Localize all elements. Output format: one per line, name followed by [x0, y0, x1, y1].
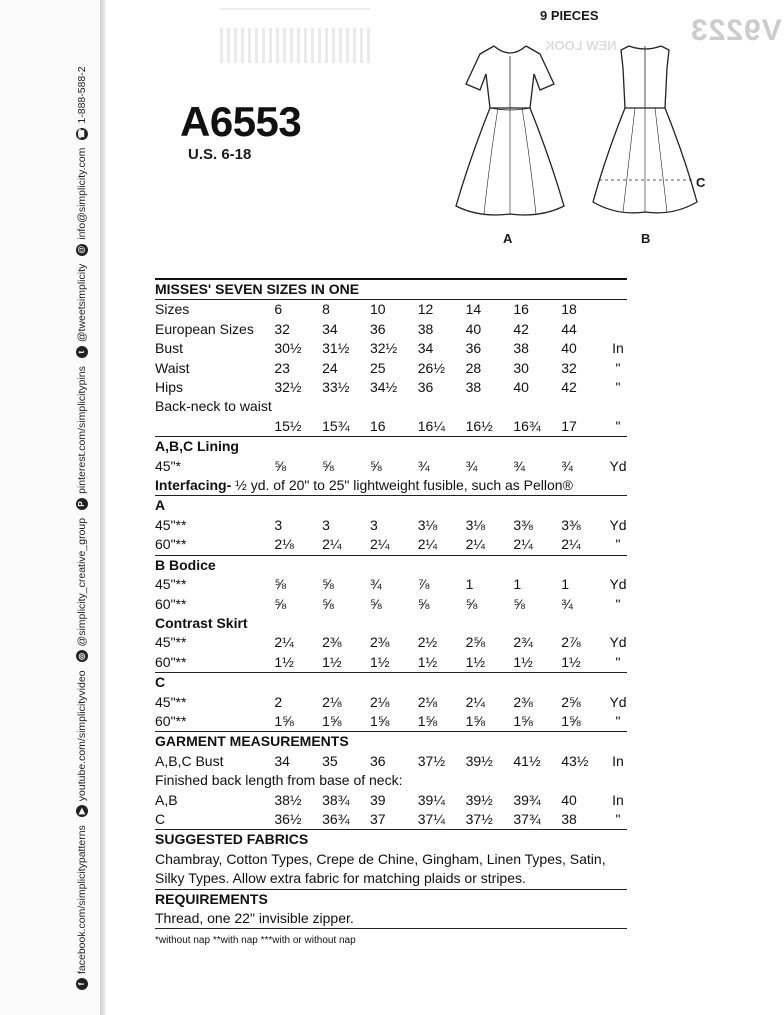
interfacing-row: Interfacing- ½ yd. of 20" to 25" lightweight fusible, such as Pellon® — [155, 477, 573, 494]
suggested-fabrics-title-row: SUGGESTED FABRICS — [155, 830, 627, 850]
pinterest-icon: P — [76, 498, 88, 510]
reversed-bleedthrough-brand: NEW LOOK — [545, 38, 617, 53]
view-a-45-row: 45"** 3 3 3 3⅛ 3⅛ 3⅜ 3⅜ Yd — [155, 516, 627, 533]
pattern-number: A6553 — [180, 98, 302, 145]
requirements-text-row: Thread, one 22" invisible zipper. — [155, 910, 354, 926]
suggested-fabrics-line1: Chambray, Cotton Types, Crepe de Chine, Gingham, Linen Types, Satin, — [155, 850, 606, 867]
suggested-fabrics-line2: Silky Types. Allow extra fabric for matching plaids or stripes. — [155, 870, 526, 887]
b-bodice-45-row: 45"** ⅝ ⅝ ¾ ⅞ 1 1 1 Yd — [155, 576, 627, 593]
finished-length-ab-row: A,B 38½ 38¾ 39 39¼ 39½ 39¾ 40 In — [155, 791, 624, 808]
phone-icon: ☎ — [77, 128, 86, 139]
contrast-skirt-45-row: 45"** 2¼ 2⅜ 2⅜ 2½ 2⅝ 2¾ 2⅞ Yd — [155, 634, 627, 651]
yardage-chart — [155, 278, 627, 949]
finished-length-c-row: C 36½ 36¾ 37 37¼ 37½ 37¾ 38 " — [155, 810, 621, 827]
view-c-title-row: C — [155, 673, 627, 693]
email-icon: @ — [76, 244, 88, 256]
contrast-skirt-60-row: 60"** 1½ 1½ 1½ 1½ 1½ 1½ 1½ " — [155, 653, 621, 670]
social-youtube[interactable]: ▶ youtube.com/simplicityvideo — [76, 670, 88, 817]
twitter-icon: t — [76, 346, 88, 358]
social-instagram[interactable]: ◎ @simplicity_creative_group — [76, 518, 88, 663]
view-c-label: C — [696, 175, 706, 190]
garment-bust-row: A,B,C Bust 34 35 36 37½ 39½ 41½ 43½ In — [155, 752, 624, 769]
social-facebook[interactable]: f facebook.com/simplicitypatterns — [76, 825, 88, 990]
lining-row: 45"* ⅝ ⅝ ⅝ ¾ ¾ ¾ ¾ Yd — [155, 457, 627, 474]
pieces-count: 9 PIECES — [540, 8, 599, 23]
faded-bleedthrough-logo — [220, 8, 370, 65]
social-pinterest[interactable]: P pinterest.com/simplicitypins — [76, 366, 88, 510]
waist-row: Waist 23 24 25 26½ 28 30 32 " — [155, 359, 621, 376]
bust-row: Bust 30½ 31½ 32½ 34 36 38 40 In — [155, 340, 624, 357]
view-a-label: A — [503, 231, 513, 246]
dress-sketch-view-a — [450, 38, 570, 223]
backneck-label-row: Back-neck to waist — [155, 398, 272, 415]
dress-sketch-view-b — [585, 38, 715, 223]
european-sizes-row: European Sizes 32 34 36 38 40 42 44 — [155, 320, 577, 337]
social-phone[interactable]: ☎ 1-888-588-2 — [76, 66, 88, 139]
facebook-icon: f — [76, 978, 88, 990]
chart-title-row: MISSES' SEVEN SIZES IN ONE — [155, 279, 627, 300]
b-bodice-title-row: B Bodice — [155, 555, 627, 575]
backneck-row: 15½ 15¾ 16 16¼ 16½ 16¾ 17 " — [274, 417, 621, 434]
view-b-label: B — [641, 231, 651, 246]
instagram-icon: ◎ — [76, 650, 88, 662]
youtube-icon: ▶ — [76, 805, 88, 817]
finished-length-label-row: Finished back length from base of neck: — [155, 772, 403, 789]
b-bodice-60-row: 60"** ⅝ ⅝ ⅝ ⅝ ⅝ ⅝ ¾ " — [155, 595, 621, 612]
footnote-row: *without nap **with nap ***with or without nap — [155, 929, 627, 950]
view-a-title-row: A — [155, 496, 627, 516]
garment-measurements-title-row: GARMENT MEASUREMENTS — [155, 732, 627, 752]
page-edge — [100, 0, 106, 1015]
hips-row: Hips 32½ 33½ 34½ 36 38 40 42 " — [155, 379, 621, 396]
lining-title-row: A,B,C Lining — [155, 437, 627, 457]
social-twitter[interactable]: t @tweetsimplicity — [76, 264, 88, 358]
sizes-row: Sizes 6 8 10 12 14 16 18 — [155, 300, 627, 320]
reversed-bleedthrough-number: V9223 — [690, 14, 782, 47]
view-a-60-row: 60"** 2⅛ 2¼ 2¼ 2¼ 2¼ 2¼ 2¼ " — [155, 536, 621, 553]
contrast-skirt-title-row: Contrast Skirt — [155, 614, 248, 631]
social-email[interactable]: @ info@simplicity.com — [76, 148, 88, 256]
social-contact-strip — [72, 0, 92, 990]
view-c-45-row: 45"** 2 2⅛ 2⅛ 2⅛ 2¼ 2⅜ 2⅝ Yd — [155, 693, 627, 710]
view-c-60-row: 60"** 1⅝ 1⅝ 1⅝ 1⅝ 1⅝ 1⅝ 1⅝ " — [155, 712, 621, 729]
size-range: U.S. 6-18 — [188, 146, 252, 163]
requirements-title-row: REQUIREMENTS — [155, 889, 627, 909]
